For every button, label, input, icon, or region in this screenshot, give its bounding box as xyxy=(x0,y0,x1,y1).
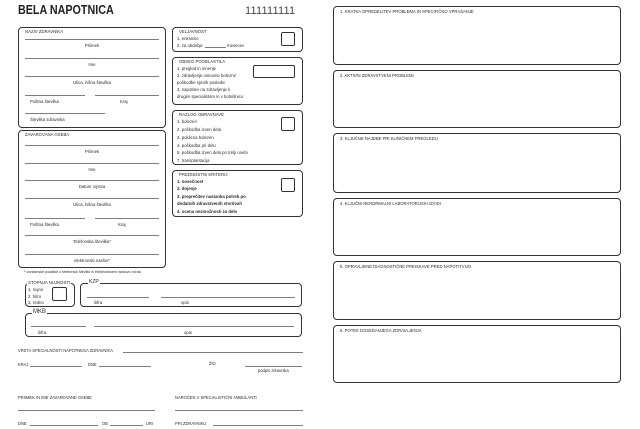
clinical-section-active-problems[interactable] xyxy=(333,70,621,128)
clinical-section-label: 6. POTEK DOSEDANJEGA ZDRAVLJENJA xyxy=(340,328,422,333)
appointment-date-field[interactable] xyxy=(30,425,98,426)
reason-option: 3. poklicna bolezen xyxy=(177,135,214,140)
appointment-patient-field[interactable] xyxy=(18,410,155,411)
patient-footnote: * vontainske podatke o telefonski številki in elektronskem naslovu ročna xyxy=(24,270,141,274)
doctor-surname-label: Priimek xyxy=(84,43,100,48)
form-number: 111111111 xyxy=(245,5,296,17)
appointment-at-label: OB xyxy=(102,421,108,426)
urgency-option: 1. nujno xyxy=(28,287,44,292)
appointment-doctor-field[interactable] xyxy=(213,425,303,426)
patient-section xyxy=(18,130,166,268)
patient-street-label: Ulica, hišna številka xyxy=(73,202,111,207)
priority-line: dodatnih zdravstvenih storitvah xyxy=(177,201,242,206)
patient-surname-label: Priimek xyxy=(84,149,100,154)
kzp-code-field[interactable] xyxy=(87,297,149,298)
appointment-time-field[interactable] xyxy=(110,425,143,426)
reason-option: 4. poškodba pri delu xyxy=(177,143,216,148)
reason-option: 5. poškodba izven dela po tretji osebi xyxy=(177,150,248,155)
reason-option: 2. poškodba izven dela xyxy=(177,127,221,132)
stamp-label: ŽIG xyxy=(209,361,216,366)
urgency-option: 2. hitro xyxy=(28,294,42,299)
priority-line: 1. nosečnost xyxy=(177,179,204,184)
doctor-surname-field[interactable] xyxy=(25,39,159,40)
form-title: BELA NAPOTNICA xyxy=(18,3,114,17)
mkb-section xyxy=(25,309,302,337)
mkb-code-label: šifra xyxy=(38,330,47,335)
specialty-field[interactable] xyxy=(123,352,303,353)
scope-input-box[interactable] xyxy=(253,65,295,78)
validity-title: VELJAVNOST xyxy=(179,29,207,34)
appointment-doctor-label: PRI ZDRAVNIKU xyxy=(175,421,207,426)
scope-line: poškodbe njenih posledic xyxy=(177,80,226,85)
validity-checkbox[interactable] xyxy=(281,32,295,46)
scope-title: OBSEG POOBLASTILA xyxy=(179,59,226,64)
doctor-city-field[interactable] xyxy=(95,95,159,96)
doctor-postal-label: Poštna številka xyxy=(30,99,59,104)
scope-line: drugim specialistom in v bolnišnico xyxy=(177,94,244,99)
doctor-signature-field[interactable] xyxy=(245,366,302,367)
patient-birthdate-field[interactable] xyxy=(25,180,159,181)
clinical-section-treatment-course[interactable] xyxy=(333,325,621,383)
priority-checkbox[interactable] xyxy=(281,178,295,192)
patient-name-field[interactable] xyxy=(25,163,159,164)
place-field[interactable] xyxy=(30,366,82,367)
priority-section xyxy=(172,170,303,217)
clinical-section-label: 2. AKTIVNI ZDRAVSTVENI PROBLEMI xyxy=(340,73,414,78)
patient-phone-field[interactable] xyxy=(25,235,159,236)
doctor-postal-field[interactable] xyxy=(25,95,85,96)
patient-street-field[interactable] xyxy=(25,198,159,199)
doctor-city-label: Kraj xyxy=(120,99,128,104)
reason-option: 7. transplantacija xyxy=(177,158,210,163)
reason-title: RAZLOG OBRAVNAVE xyxy=(179,112,224,117)
patient-postal-field[interactable] xyxy=(25,218,85,219)
validity-option-period: 2. za obdobje xyxy=(177,43,203,48)
clinical-section-lab-results[interactable] xyxy=(333,198,621,256)
doctor-street-label: Ulica, hišna številka xyxy=(73,80,111,85)
doctor-section-title: NAZIV ZDRAVNIKA xyxy=(25,29,64,34)
priority-title: PREDNOSTNI KRITERIJ xyxy=(179,172,228,177)
validity-section xyxy=(172,27,303,52)
clinical-section-exam-findings[interactable] xyxy=(333,133,621,193)
kzp-description-label: opis xyxy=(181,300,189,305)
clinical-section-problem[interactable] xyxy=(333,6,621,65)
kzp-title: KZP xyxy=(89,279,99,285)
patient-email-label: elektronski naslov* xyxy=(74,258,110,263)
appointment-clinic-label: NAROČEN V SPECIALISTIČNI AMBULANTI xyxy=(175,395,257,400)
doctor-section xyxy=(18,27,166,128)
validity-months-unit: mesecev xyxy=(227,43,245,48)
patient-city-field[interactable] xyxy=(95,218,159,219)
scope-line: 3. napotitev na zdravljenje k xyxy=(177,87,231,92)
mkb-title: MKB xyxy=(33,309,47,315)
patient-name-label: Ime xyxy=(88,167,96,172)
reason-section xyxy=(172,110,303,165)
priority-line: 2. dojenje xyxy=(177,186,197,191)
mkb-code-field[interactable] xyxy=(31,326,86,327)
kzp-section xyxy=(80,279,302,307)
patient-section-title: ZAVAROVANA OSEBA xyxy=(25,132,70,137)
specialty-label: VRSTA SPECIALNOSTI NAPOTNEGA ZDRAVNIKA xyxy=(18,348,113,353)
patient-postal-label: Poštna številka xyxy=(30,222,59,227)
mkb-description-field[interactable] xyxy=(94,326,294,327)
doctor-name-label: Ime xyxy=(88,62,96,67)
clinical-section-label: 4. KLJUČNI NENORMALNI LABORATORIJSKI IZVIDI xyxy=(340,201,441,206)
clinical-section-label: 3. KLJUČNE NAJDBE PRI KLINIČNEM PREGLEDU xyxy=(340,136,438,141)
appointment-patient-label: PRIIMEK IN IME ZAVAROVANE OSEBE xyxy=(18,395,92,400)
kzp-description-field[interactable] xyxy=(161,297,295,298)
scope-section xyxy=(172,57,303,105)
patient-birthdate-label: Datum rojstva xyxy=(78,184,106,189)
mkb-description-label: opis xyxy=(184,330,192,335)
clinical-section-label: 1. KRATKA OPREDELITEV PROBLEMA IN SPECIFIČNO VPRAŠANJE xyxy=(340,9,474,14)
patient-email-field[interactable] xyxy=(25,254,159,255)
reason-option: 1. bolezen xyxy=(177,119,197,124)
date-label: DNE xyxy=(88,362,97,367)
appointment-clinic-field[interactable] xyxy=(175,410,303,411)
urgency-title: STOPNJA NUJNOSTI xyxy=(28,280,71,285)
doctor-number-field[interactable] xyxy=(25,113,105,114)
patient-city-label: Kraj xyxy=(118,222,126,227)
clinical-section-diagnostics[interactable] xyxy=(333,261,621,320)
doctor-signature-label: podpis zdravnika xyxy=(258,368,289,373)
scope-line: 2. zdravljenje osnovne bolezni/ xyxy=(177,73,236,78)
urgency-option: 3. redno xyxy=(28,300,44,305)
validity-option-once: 1. enkratno xyxy=(177,36,199,41)
scope-line: 1. pregled in mnenje xyxy=(177,66,216,71)
date-field[interactable] xyxy=(99,366,151,367)
appointment-hour-label: URI xyxy=(146,421,154,426)
urgency-checkbox[interactable] xyxy=(52,287,67,301)
validity-months-field[interactable] xyxy=(205,47,226,48)
priority-line: 3. preprečitev nastanka potreb po xyxy=(177,194,246,199)
kzp-code-label: šifra xyxy=(94,300,103,305)
doctor-name-field[interactable] xyxy=(25,58,159,59)
urgency-section xyxy=(25,280,75,307)
appointment-date-label: DNE xyxy=(18,421,27,426)
reason-checkbox[interactable] xyxy=(281,117,295,131)
priority-line: 4. ocena nezmožnosti za delo xyxy=(177,209,238,214)
doctor-number-label: Številka zdravnika xyxy=(30,117,65,122)
place-label: KRAJ xyxy=(18,362,29,367)
doctor-street-field[interactable] xyxy=(25,76,159,77)
clinical-section-label: 5. OPRAVLJENE DIAGNOSTIČNE PREISKAVE PRED NAPOTITVIJO xyxy=(340,264,472,269)
patient-phone-label: Telefonska številka* xyxy=(73,239,111,244)
patient-surname-field[interactable] xyxy=(25,145,159,146)
